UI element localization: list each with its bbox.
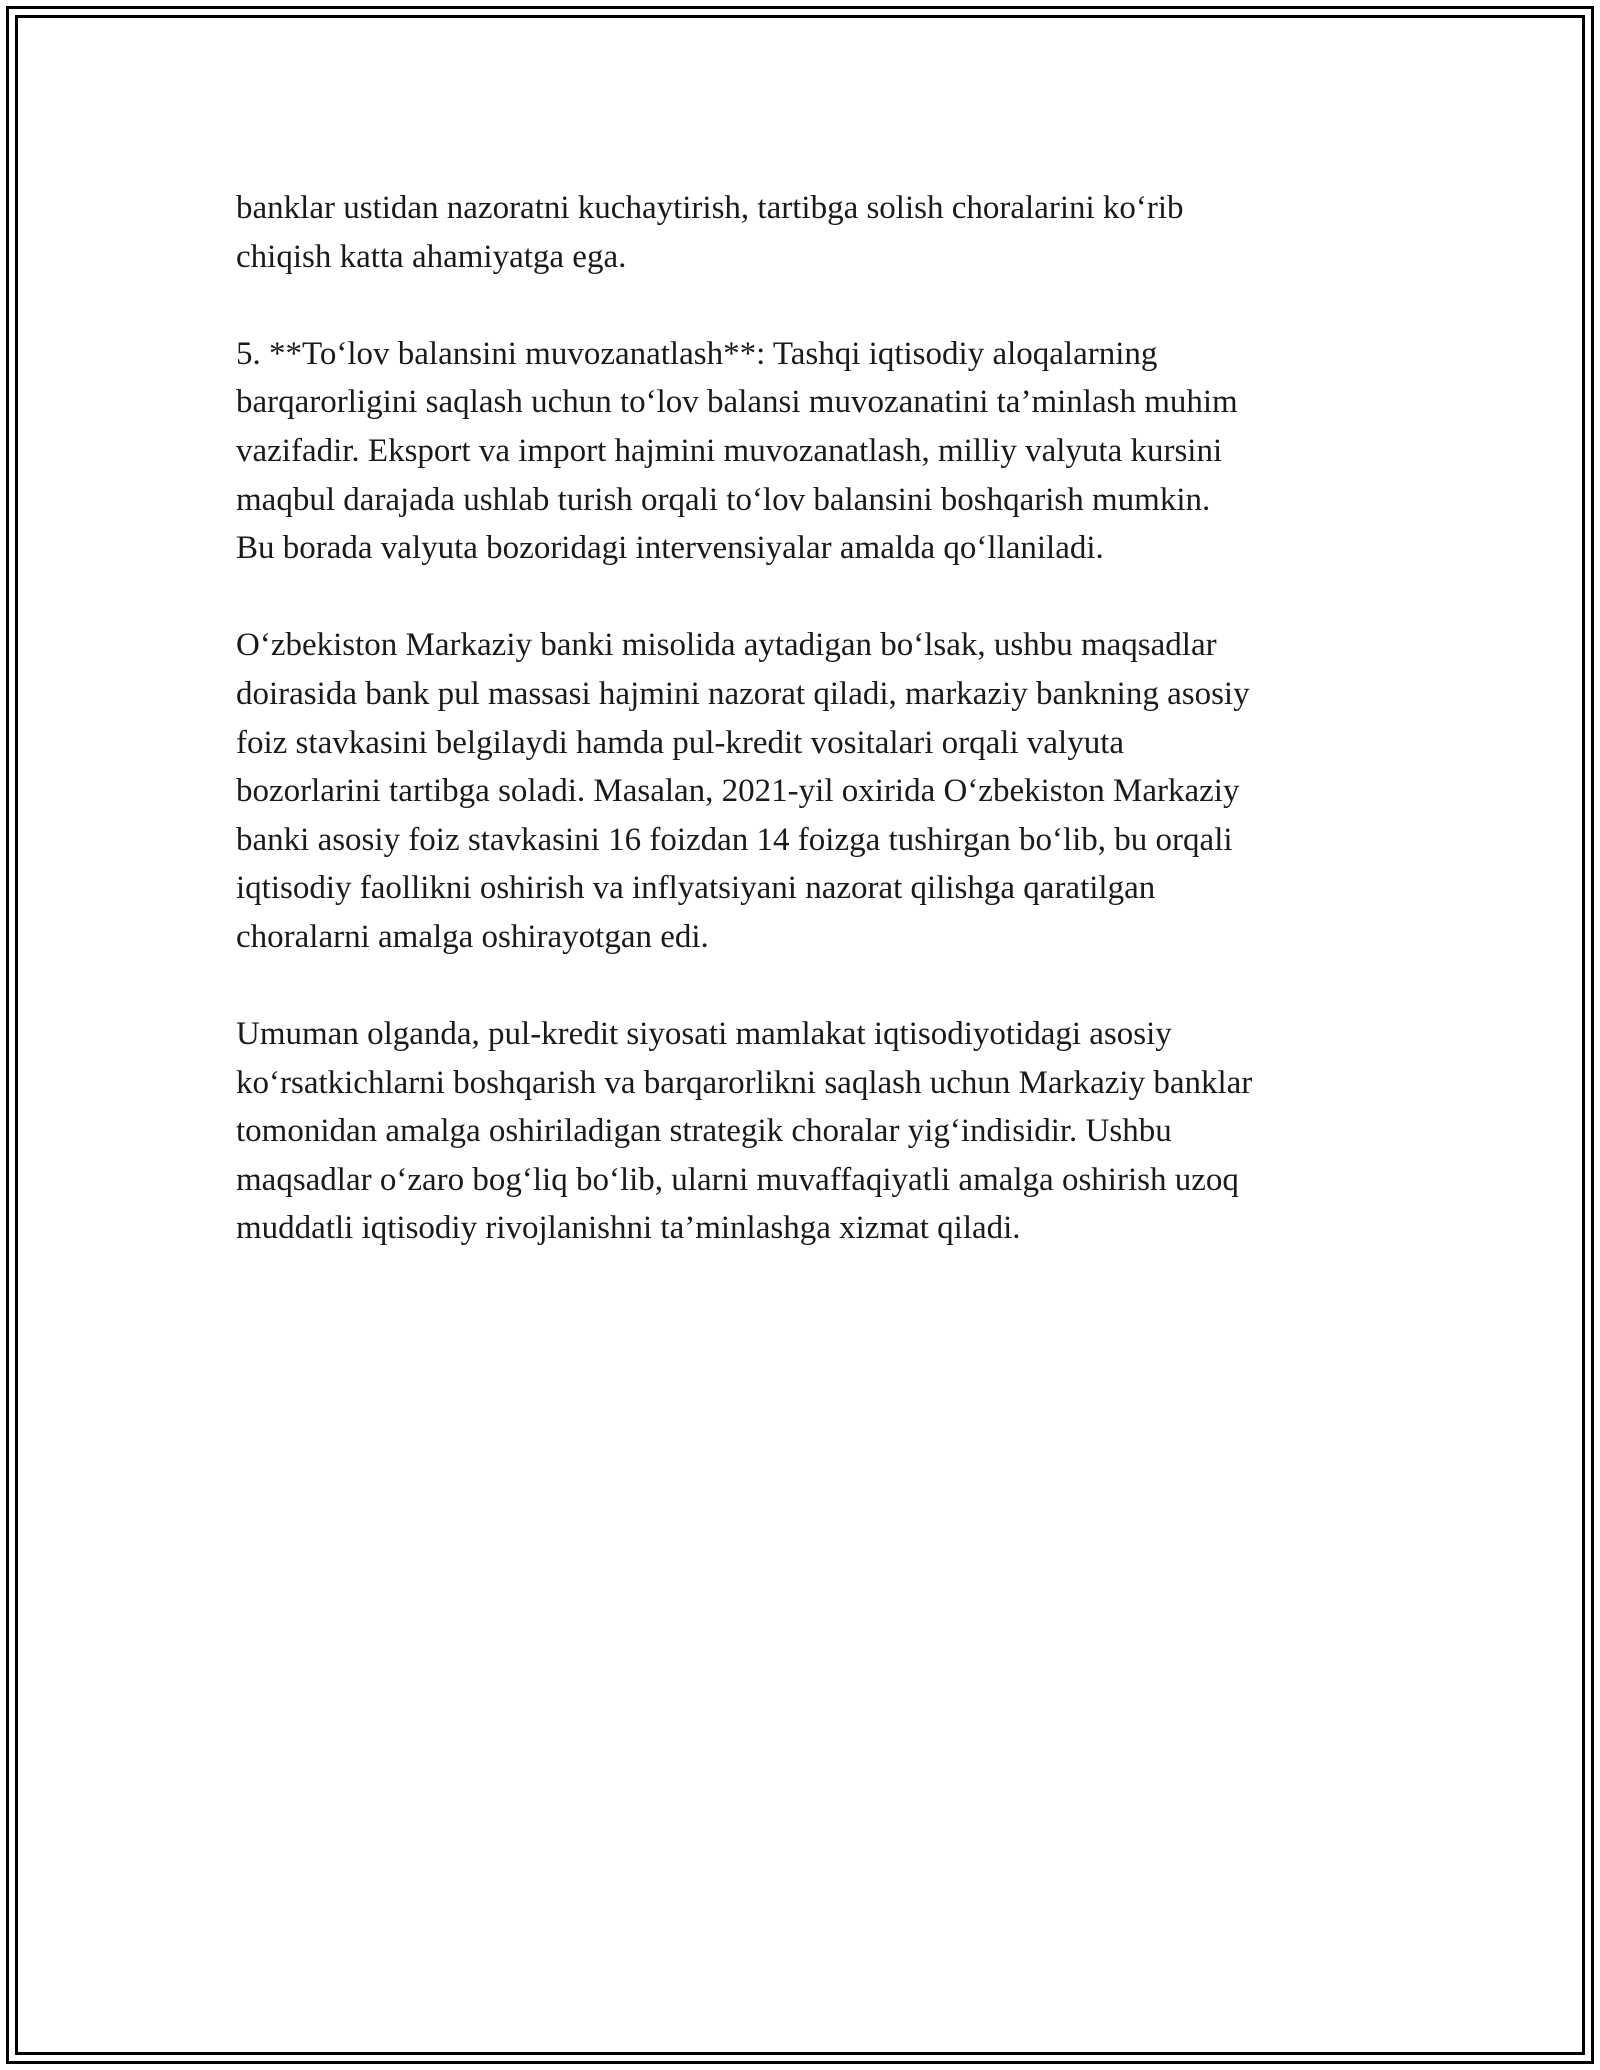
text-line: Umuman olganda, pul-kredit siyosati mamlakat iqtisodiyotidagi asosiy [236, 1016, 1172, 1053]
text-line: foiz stavkasini belgilaydi hamda pul-kredit vositalari orqali valyuta [236, 724, 1125, 761]
text-line: doirasida bank pul massasi hajmini nazorat qiladi, markaziy bankning asosiy [236, 675, 1250, 712]
text-line: iqtisodiy faollikni oshirish va inflyatsiyani nazorat qilishga qaratilgan [236, 870, 1156, 907]
text-line: banklar ustidan nazoratni kuchaytirish, tartibga solish choralarini ko‘rib [236, 190, 1184, 226]
paragraph-1 [236, 184, 1376, 281]
text-line: maqsadlar o‘zaro bog‘liq bo‘lib, ularni muvaffaqiyatli amalga oshirish uzoq [236, 1161, 1239, 1198]
text-line: muddatli iqtisodiy rivojlanishni ta’minlashga xizmat qiladi. [236, 1210, 1021, 1247]
paragraph-3 [236, 621, 1376, 961]
text-line: ko‘rsatkichlarni boshqarish va barqarorlikni saqlash uchun Markaziy banklar [236, 1064, 1253, 1101]
text-line: vazifadir. Eksport va import hajmini muvozanatlash, milliy valyuta kursini [236, 432, 1223, 469]
text-line: bozorlarini tartibga soladi. Masalan, 2021-yil oxirida O‘zbekiston Markaziy [236, 773, 1240, 810]
paragraph-2 [236, 330, 1376, 573]
text-line: maqbul darajada ushlab turish orqali to‘lov balansini boshqarish mumkin. [236, 481, 1211, 518]
text-line: barqarorligini saqlash uchun to‘lov balansi muvozanatini ta’minlash muhim [236, 384, 1238, 421]
text-line: choralarni amalga oshirayotgan edi. [236, 918, 709, 955]
text-line: tomonidan amalga oshiriladigan strategik choralar yig‘indisidir. Ushbu [236, 1113, 1172, 1150]
document-body [236, 184, 1376, 1302]
paragraph-4 [236, 1010, 1376, 1253]
text-line: O‘zbekiston Markaziy banki misolida aytadigan bo‘lsak, ushbu maqsadlar [236, 627, 1217, 664]
text-line: banki asosiy foiz stavkasini 16 foizdan 14 foizga tushirgan bo‘lib, bu orqali [236, 821, 1233, 858]
text-line: 5. **To‘lov balansini muvozanatlash**: Tashqi iqtisodiy aloqalarning [236, 335, 1158, 372]
text-line: chiqish katta ahamiyatga ega. [236, 238, 627, 275]
text-line: Bu borada valyuta bozoridagi intervensiyalar amalda qo‘llaniladi. [236, 530, 1104, 567]
